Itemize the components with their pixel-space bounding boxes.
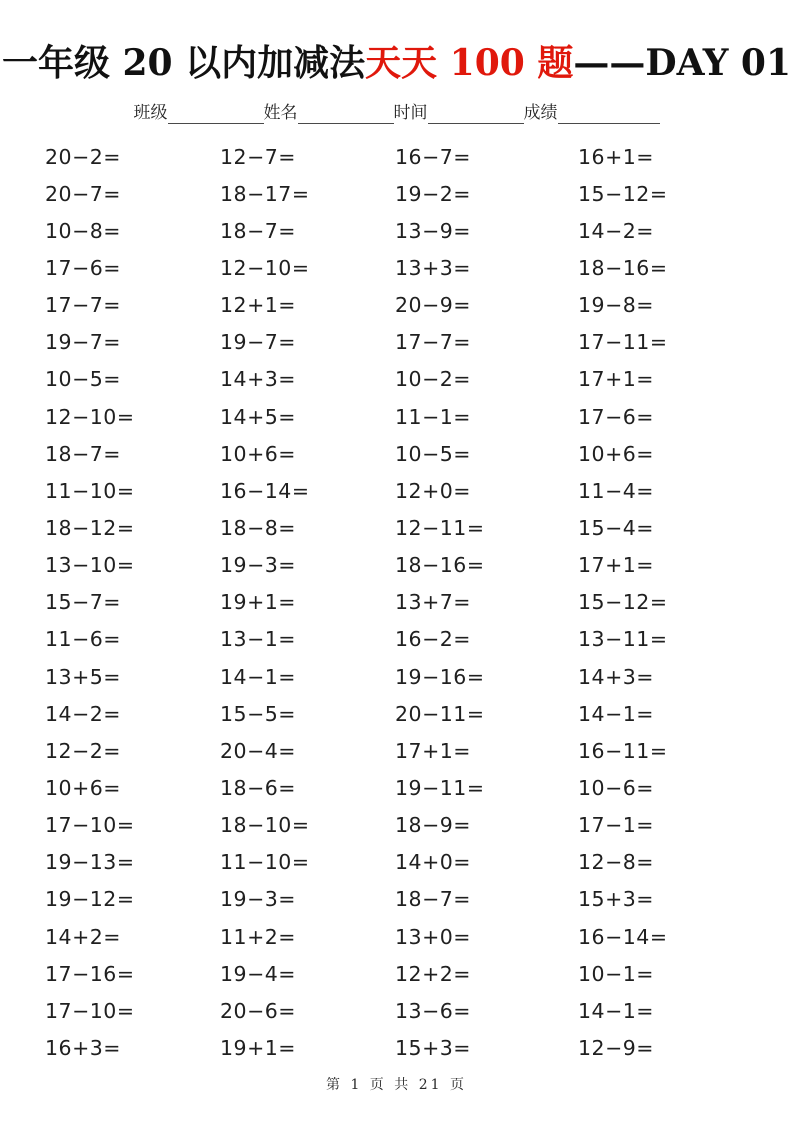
problem-cell: 17−7= [45, 293, 121, 318]
field-label-class: 班级 [133, 103, 168, 123]
problem-cell: 11−10= [45, 478, 135, 503]
problem-cell: 12−8= [578, 850, 654, 875]
problem-cell: 12−11= [395, 515, 485, 540]
problem-cell: 14−1= [220, 664, 296, 689]
problem-cell: 12−2= [45, 738, 121, 763]
problem-cell: 11−6= [45, 627, 121, 652]
problem-cell: 18−17= [220, 181, 310, 206]
problem-cell: 16−14= [578, 924, 668, 949]
problem-cell: 16−14= [220, 478, 310, 503]
problem-cell: 17−7= [395, 330, 471, 355]
problem-cell: 14−1= [578, 998, 654, 1023]
problem-cell: 16−7= [395, 144, 471, 169]
problem-cell: 19−13= [45, 850, 135, 875]
problem-cell: 17+1= [578, 553, 654, 578]
problem-cell: 18−7= [45, 441, 121, 466]
problem-cell: 14+3= [578, 664, 654, 689]
title-highlight: 天天 100 题 [365, 42, 574, 84]
problem-cell: 14+2= [45, 924, 121, 949]
problem-cell: 15−5= [220, 701, 296, 726]
problem-cell: 15−12= [578, 590, 668, 615]
problem-cell: 13+0= [395, 924, 471, 949]
problem-cell: 11+2= [220, 924, 296, 949]
problem-cell: 13−9= [395, 218, 471, 243]
problem-cell: 15−7= [45, 590, 121, 615]
problems-grid [45, 138, 748, 1067]
problem-cell: 18−8= [220, 515, 296, 540]
problem-cell: 10−5= [45, 367, 121, 392]
problem-cell: 19−8= [578, 293, 654, 318]
problem-cell: 19−11= [395, 775, 485, 800]
problem-cell: 18−6= [220, 775, 296, 800]
problem-cell: 10+6= [578, 441, 654, 466]
problem-cell: 19−3= [220, 553, 296, 578]
problem-cell: 13+5= [45, 664, 121, 689]
problem-cell: 12+2= [395, 961, 471, 986]
problem-cell: 19−7= [220, 330, 296, 355]
problem-cell: 15+3= [578, 887, 654, 912]
problem-cell: 18−12= [45, 515, 135, 540]
problem-cell: 17+1= [395, 738, 471, 763]
field-label-time: 时间 [393, 103, 428, 123]
problem-cell: 20−9= [395, 293, 471, 318]
problem-cell: 12−10= [220, 255, 310, 280]
field-label-name: 姓名 [263, 103, 298, 123]
problem-cell: 10−2= [395, 367, 471, 392]
problem-cell: 13−10= [45, 553, 135, 578]
problem-cell: 18−16= [395, 553, 485, 578]
problem-cell: 16+3= [45, 1035, 121, 1060]
problem-cell: 14−1= [578, 701, 654, 726]
problem-cell: 13+3= [395, 255, 471, 280]
problem-cell: 19−12= [45, 887, 135, 912]
page-number: 第 1 页 共 21 页 [326, 1077, 467, 1093]
problem-cell: 17−6= [45, 255, 121, 280]
problem-cell: 20−6= [220, 998, 296, 1023]
problem-cell: 11−4= [578, 478, 654, 503]
problem-cell: 17−1= [578, 813, 654, 838]
problem-cell: 15−12= [578, 181, 668, 206]
problem-cell: 16+1= [578, 144, 654, 169]
problem-cell: 13+7= [395, 590, 471, 615]
problem-cell: 19−2= [395, 181, 471, 206]
problem-cell: 11−10= [220, 850, 310, 875]
field-blank-time [428, 102, 524, 124]
title-day-part: ——DAY 01 [573, 42, 792, 84]
problem-cell: 18−10= [220, 813, 310, 838]
problem-cell: 13−6= [395, 998, 471, 1023]
problem-cell: 18−7= [395, 887, 471, 912]
problem-cell: 17−16= [45, 961, 135, 986]
problem-cell: 14+0= [395, 850, 471, 875]
problem-cell: 17−10= [45, 998, 135, 1023]
header-fields-row [0, 102, 793, 124]
problem-cell: 14−2= [45, 701, 121, 726]
problem-cell: 18−7= [220, 218, 296, 243]
problem-cell: 16−11= [578, 738, 668, 763]
problem-cell: 12+1= [220, 293, 296, 318]
problem-cell: 17−11= [578, 330, 668, 355]
problem-cell: 10−5= [395, 441, 471, 466]
problem-cell: 12+0= [395, 478, 471, 503]
problem-cell: 10−8= [45, 218, 121, 243]
field-blank-name [298, 102, 394, 124]
problem-cell: 12−10= [45, 404, 135, 429]
problem-cell: 19+1= [220, 1035, 296, 1060]
problem-cell: 17+1= [578, 367, 654, 392]
problem-cell: 14+3= [220, 367, 296, 392]
problem-cell: 19−3= [220, 887, 296, 912]
problem-cell: 20−7= [45, 181, 121, 206]
problem-cell: 14+5= [220, 404, 296, 429]
problem-cell: 16−2= [395, 627, 471, 652]
problem-cell: 17−10= [45, 813, 135, 838]
problem-cell: 20−4= [220, 738, 296, 763]
problem-cell: 12−9= [578, 1035, 654, 1060]
problem-cell: 20−11= [395, 701, 485, 726]
problem-cell: 10+6= [45, 775, 121, 800]
field-blank-score [558, 102, 660, 124]
problem-cell: 12−7= [220, 144, 296, 169]
problem-cell: 10−1= [578, 961, 654, 986]
problem-cell: 15−4= [578, 515, 654, 540]
problem-cell: 18−9= [395, 813, 471, 838]
problem-cell: 11−1= [395, 404, 471, 429]
problem-cell: 15+3= [395, 1035, 471, 1060]
problem-cell: 14−2= [578, 218, 654, 243]
problem-cell: 18−16= [578, 255, 668, 280]
problem-cell: 17−6= [578, 404, 654, 429]
problem-cell: 10−6= [578, 775, 654, 800]
problem-cell: 13−11= [578, 627, 668, 652]
title-grade-part: 一年级 20 以内加减法 [1, 42, 366, 84]
problem-cell: 20−2= [45, 144, 121, 169]
problem-cell: 13−1= [220, 627, 296, 652]
field-label-score: 成绩 [523, 103, 558, 123]
problem-cell: 10+6= [220, 441, 296, 466]
problem-cell: 19−4= [220, 961, 296, 986]
field-blank-class [168, 102, 264, 124]
problem-cell: 19−16= [395, 664, 485, 689]
page-title [0, 44, 793, 84]
problem-cell: 19−7= [45, 330, 121, 355]
problem-cell: 19+1= [220, 590, 296, 615]
